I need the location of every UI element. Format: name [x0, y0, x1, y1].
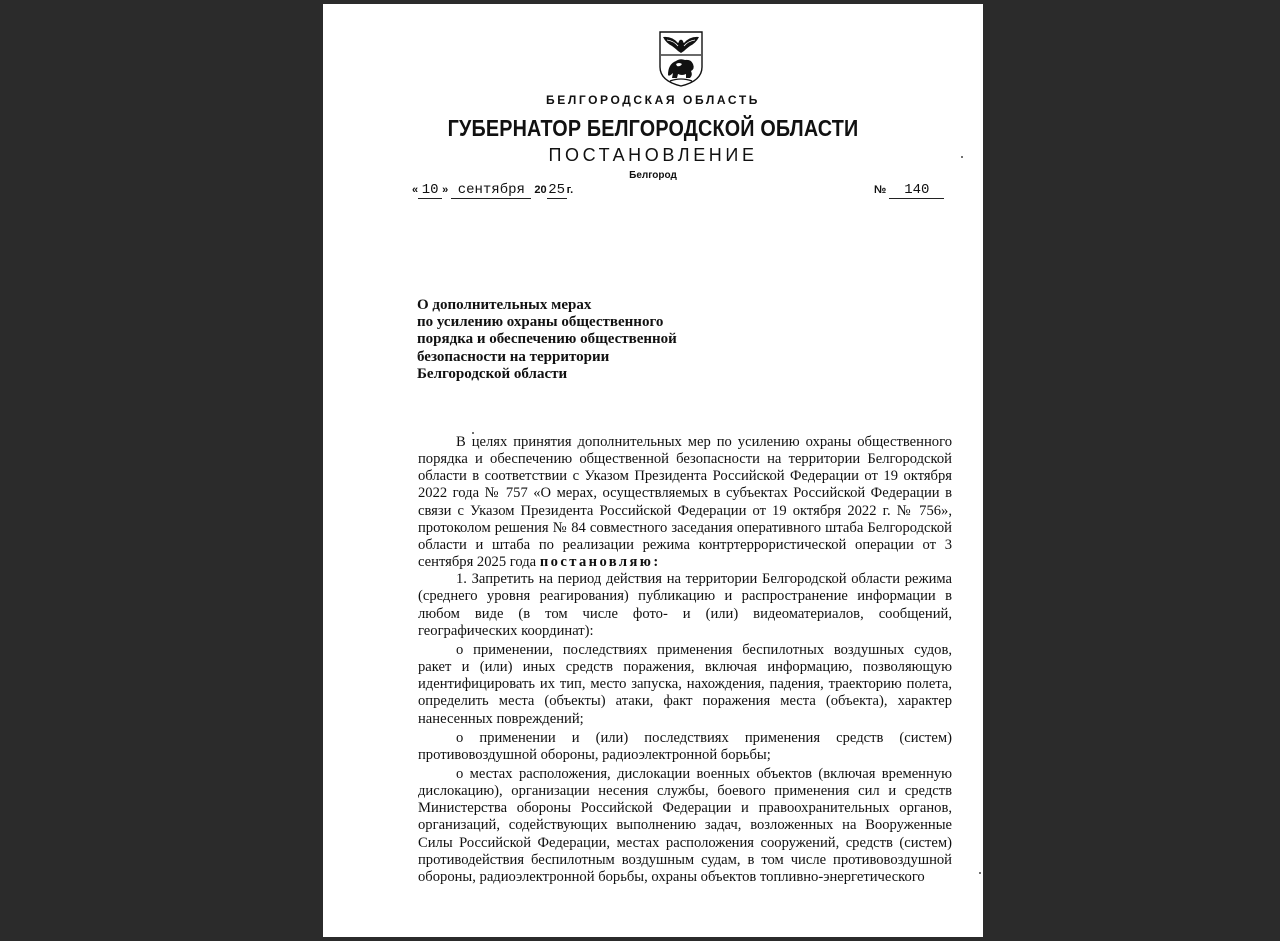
city-label: Белгород — [629, 170, 677, 181]
subject-line: О дополнительных мерах — [417, 297, 592, 313]
document-subject — [417, 297, 717, 383]
preamble-paragraph — [418, 434, 952, 571]
date-open-quote: « — [412, 184, 419, 196]
number-label: № — [874, 184, 887, 196]
document-body — [418, 434, 952, 886]
subitem-paragraph: о применении, последствиях применения беспилотных воздушных судов, ракет и (или) иных средств поражения, включая информацию, позволяющую идентифицировать их тип, место запуска, нахождения, падения, траекторию полета, определить места (объекты) атаки, факт поражения места (объекта), характер нанесенных повреждений; — [418, 641, 952, 727]
coat-of-arms-icon — [658, 31, 704, 87]
governor-heading: ГУБЕРНАТОР БЕЛГОРОДСКОЙ ОБЛАСТИ — [447, 115, 859, 141]
subitem-paragraph: о местах расположения, дислокации военных объектов (включая временную дислокацию), организации несения службы, боевого применения сил и средств Министерства обороны Российской Федерации и правоохранительных органов, организаций, содействующих выполнению задач, возложенных на Вооруженные Силы Российской Федерации, местах расположения сооружений, средств (систем) противодействия беспилотным воздушным судам, в том числе противовоздушной обороны, радиоэлектронной борьбы, охраны объектов топливно-энергетического — [418, 765, 952, 885]
subject-line: по усилению охраны общественного — [417, 314, 664, 331]
date-close-quote: » — [442, 184, 449, 196]
region-heading: БЕЛГОРОДСКАЯ ОБЛАСТЬ — [546, 93, 760, 107]
scan-speck — [961, 156, 963, 158]
preamble-text: В целях принятия дополнительных мер по усилению охраны общественного порядка и обеспечению общественной безопасности на территории Белгородской области в соответствии с Указом Президента Российской Федерации от 19 октября 2022 года № 757 «О мерах, осуществляемых в субъектах Российской Федерации в связи с Указом Президента Российской Федерации от 19 октября 2022 г. № 756», протоколом решения № 84 совместного заседания оперативного штаба Белгородской области и штаба по реализации режима контртеррористической операции от 3 сентября 2025 года — [418, 434, 952, 571]
scan-speck — [979, 872, 981, 874]
document-page — [323, 4, 983, 937]
item-paragraph: 1. Запретить на период действия на территории Белгородской области режима (среднего уровня реагирования) публикацию и распространение информации в любом виде (в том числе фото- и (или) видеоматериалов, сообщений, географических координат): — [418, 571, 952, 639]
date-year-prefix: 20 — [534, 184, 547, 196]
decree-date — [412, 182, 573, 199]
decree-colon: : — [653, 554, 659, 571]
document-type-heading: ПОСТАНОВЛЕНИЕ — [548, 145, 758, 165]
subject-line: порядка и обеспечению общественной — [417, 331, 677, 348]
number-value: 140 — [889, 182, 944, 199]
subitem-paragraph: о применении и (или) последствиях применения средств (систем) противовоздушной обороны, радиоэлектронной борьбы; — [418, 729, 952, 763]
date-day: 10 — [418, 182, 442, 199]
decree-number — [874, 182, 944, 199]
date-year-suffix: 25 — [548, 182, 566, 198]
decree-word: постановляю — [539, 554, 654, 571]
subject-line: безопасности на территории — [417, 348, 610, 365]
subject-line: Белгородской области — [417, 365, 568, 382]
date-year-unit: г. — [566, 184, 574, 196]
scan-speck — [472, 432, 474, 434]
date-month: сентября — [451, 182, 531, 199]
